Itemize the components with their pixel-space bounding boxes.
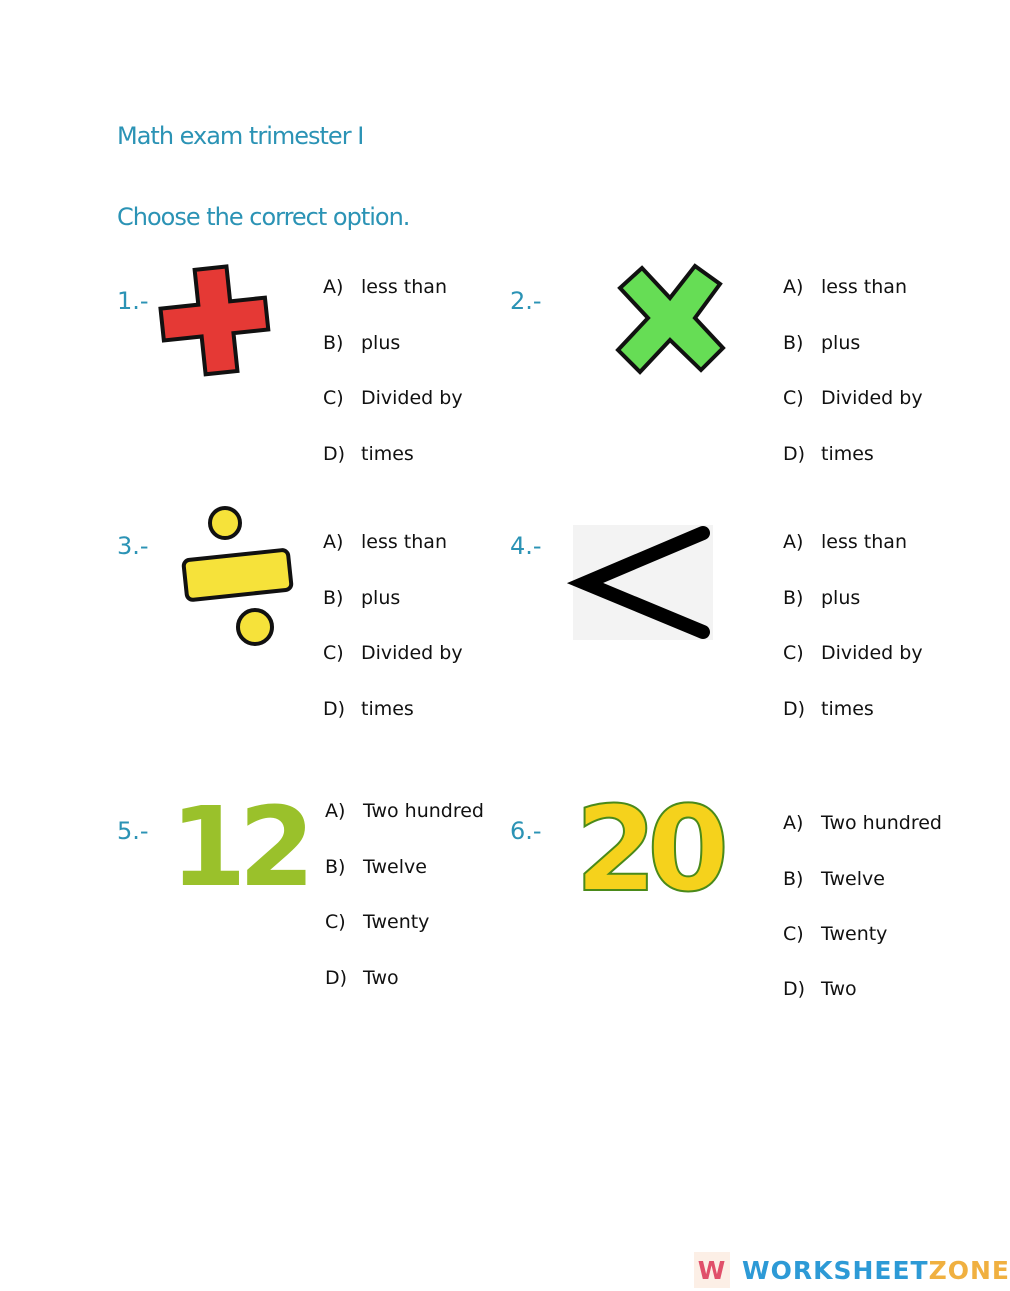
option-letter: C): [323, 642, 344, 664]
plus-sign-image: [155, 260, 275, 380]
option-text: Divided by: [361, 387, 463, 409]
option-text: times: [821, 698, 874, 720]
option-letter: A): [783, 812, 804, 834]
option-text: Twenty: [363, 911, 430, 933]
logo-text-worksheet: WORKSHEET: [742, 1255, 929, 1285]
answer-option[interactable]: [323, 276, 447, 298]
answer-option[interactable]: [783, 978, 857, 1000]
svg-text:12: 12: [170, 783, 308, 911]
option-letter: D): [323, 698, 346, 720]
option-text: less than: [361, 276, 447, 298]
answer-option[interactable]: [323, 332, 400, 354]
question-number: 4.-: [510, 532, 542, 560]
svg-text:20: 20: [575, 780, 720, 918]
question-number: 5.-: [117, 817, 149, 845]
answer-option[interactable]: [783, 923, 887, 945]
answer-option[interactable]: [783, 868, 885, 890]
option-text: Two hundred: [821, 812, 942, 834]
option-text: Divided by: [821, 642, 923, 664]
option-text: less than: [821, 276, 907, 298]
answer-option[interactable]: [323, 587, 400, 609]
question-number: 1.-: [117, 287, 149, 315]
option-letter: A): [783, 531, 804, 553]
option-letter: B): [323, 587, 344, 609]
number-12-image: [170, 783, 308, 911]
answer-option[interactable]: [783, 698, 874, 720]
answer-option[interactable]: [783, 276, 907, 298]
answer-option[interactable]: [783, 531, 907, 553]
option-text: less than: [821, 531, 907, 553]
answer-option[interactable]: [323, 443, 414, 465]
option-letter: A): [325, 800, 346, 822]
answer-option[interactable]: [783, 812, 942, 834]
option-text: Two: [821, 978, 857, 1000]
option-letter: B): [783, 868, 804, 890]
option-text: plus: [821, 587, 861, 609]
divide-sign-image: [180, 505, 295, 650]
option-letter: D): [323, 443, 346, 465]
answer-option[interactable]: [783, 587, 860, 609]
answer-option[interactable]: [323, 531, 447, 553]
answer-option[interactable]: [323, 387, 463, 409]
answer-option[interactable]: [323, 642, 463, 664]
option-letter: B): [325, 856, 346, 878]
option-text: plus: [821, 332, 861, 354]
option-letter: C): [783, 642, 804, 664]
option-text: Two: [363, 967, 399, 989]
question-number: 3.-: [117, 532, 149, 560]
times-sign-image: [605, 258, 735, 382]
less-than-sign-image: [573, 525, 713, 640]
answer-option[interactable]: [325, 800, 484, 822]
option-letter: D): [783, 443, 806, 465]
question-number: 2.-: [510, 287, 542, 315]
option-text: times: [361, 443, 414, 465]
option-text: Twelve: [363, 856, 427, 878]
instruction: Choose the correct option.: [117, 203, 410, 231]
option-text: Two hundred: [363, 800, 484, 822]
option-letter: C): [323, 387, 344, 409]
answer-option[interactable]: [325, 856, 427, 878]
logo-text-zone: ZONE: [928, 1255, 1010, 1285]
answer-option[interactable]: [783, 642, 923, 664]
option-letter: D): [783, 698, 806, 720]
option-text: Divided by: [361, 642, 463, 664]
answer-option[interactable]: [783, 443, 874, 465]
option-letter: B): [323, 332, 344, 354]
option-text: plus: [361, 332, 401, 354]
worksheetzone-logo[interactable]: [694, 1252, 1010, 1288]
answer-option[interactable]: [783, 387, 923, 409]
logo-w-icon: W: [694, 1252, 730, 1288]
question-number: 6.-: [510, 817, 542, 845]
option-letter: C): [783, 923, 804, 945]
option-letter: B): [783, 587, 804, 609]
answer-option[interactable]: [325, 911, 429, 933]
number-20-image: [575, 780, 720, 918]
option-text: Twenty: [821, 923, 888, 945]
option-letter: C): [783, 387, 804, 409]
option-letter: A): [323, 276, 344, 298]
option-text: less than: [361, 531, 447, 553]
option-letter: B): [783, 332, 804, 354]
answer-option[interactable]: [325, 967, 399, 989]
option-letter: D): [783, 978, 806, 1000]
option-letter: A): [323, 531, 344, 553]
option-letter: C): [325, 911, 346, 933]
option-text: Divided by: [821, 387, 923, 409]
option-text: times: [361, 698, 414, 720]
option-text: plus: [361, 587, 401, 609]
answer-option[interactable]: [323, 698, 414, 720]
option-letter: D): [325, 967, 348, 989]
option-letter: A): [783, 276, 804, 298]
option-text: Twelve: [821, 868, 885, 890]
answer-option[interactable]: [783, 332, 860, 354]
option-text: times: [821, 443, 874, 465]
worksheet-title: Math exam trimester I: [117, 122, 364, 150]
